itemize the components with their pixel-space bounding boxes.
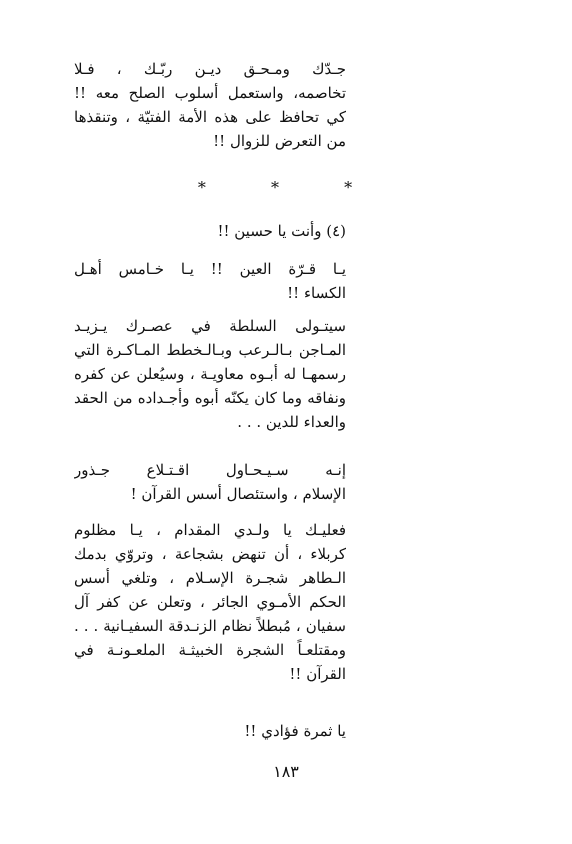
page-number: ١٨٣ [273, 762, 299, 781]
paragraph-1-line-4: من التعرض للزوال !! [213, 132, 346, 150]
paragraph-3-line-5: والعداء للدين . . . [237, 413, 346, 431]
paragraph-3 [74, 314, 346, 434]
paragraph-3-line-4: ونفاقه وما كان يكنّه أبوه وأجـداده من الحقد [74, 389, 346, 407]
paragraph-5-line-6: ومقتلعـاً الشجرة الخبيثـة الملعـونـة في [74, 641, 346, 659]
paragraph-3-line-2: المـاجن بـالـرعب وبـالـخطط المـاكـرة التي [74, 341, 346, 359]
paragraph-1-line-3: كي تحافظ على هذه الأمة الفتيّة ، وتنقذها [74, 108, 346, 126]
paragraph-1-line-1: جـدّك ومـحـق ديـن ربّـك ، فـلا [74, 60, 346, 78]
paragraph-5 [74, 518, 346, 686]
paragraph-4-line-2: الإسلام ، واستئصال أسس القرآن ! [130, 485, 346, 503]
paragraph-2-line-1: يـا قـرّة العين !! يـا خـامس أهـل [74, 260, 346, 278]
closing-line: يا ثمرة فؤادي !! [244, 722, 346, 740]
paragraph-4-line-1: إنـه سـيـحـاول اقـتـلاع جـذور [74, 461, 346, 479]
paragraph-1-line-2: تخاصمه، واستعمل أسلوب الصلح معه !! [74, 84, 346, 102]
paragraph-3-line-1: سيتـولى السلطة في عصـرك يـزيـد [74, 317, 346, 335]
paragraph-1 [74, 57, 346, 153]
separator-star-3: * [344, 178, 375, 197]
section-heading: (٤) وأنت يا حسين !! [217, 222, 346, 240]
paragraph-5-line-1: فعليـك يا ولـدي المقدام ، يـا مظلوم [74, 521, 346, 539]
paragraph-2 [74, 257, 346, 305]
paragraph-5-line-2: كربلاء ، أن تنهض بشجاعة ، وتروّي بدمك [74, 545, 346, 563]
paragraph-5-line-5: سفيان ، مُبطلاً نظام الزنـدقة السفيـانية . . . [74, 617, 346, 635]
paragraph-5-line-7: القرآن !! [289, 665, 346, 683]
separator-star-2: * [271, 178, 301, 197]
paragraph-2-line-2: الكساء !! [287, 284, 346, 302]
paragraph-5-line-4: الحكم الأمـوي الجائر ، وتعلن عن كفر آل [74, 593, 346, 611]
section-separator [0, 178, 572, 197]
paragraph-3-line-3: رسمهـا له أبـوه معاويـة ، وسيُعلن عن كفره [74, 365, 346, 383]
paragraph-5-line-3: الـطاهر شجـرة الإسـلام ، وتلغي أسس [74, 569, 346, 587]
paragraph-4 [74, 458, 346, 506]
separator-star-1: * [197, 178, 228, 197]
